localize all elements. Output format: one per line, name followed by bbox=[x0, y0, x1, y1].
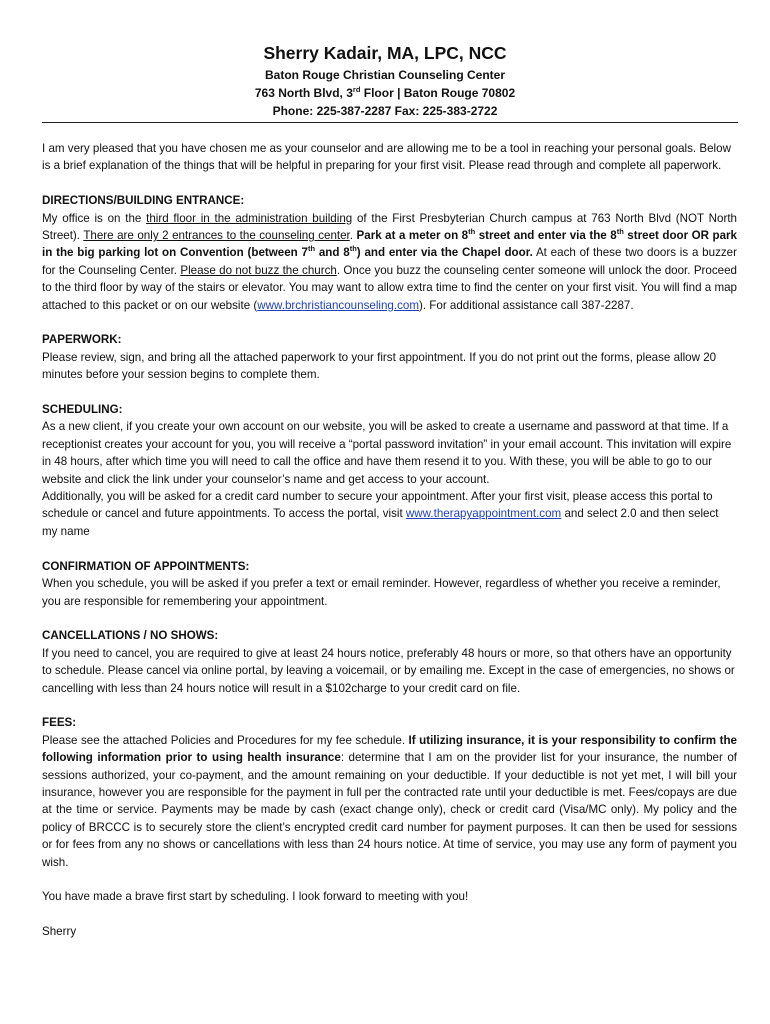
letter-body bbox=[42, 140, 737, 958]
header-divider bbox=[42, 122, 738, 123]
confirmation-section bbox=[42, 558, 737, 610]
directions-heading: DIRECTIONS/BUILDING ENTRANCE: bbox=[42, 194, 245, 208]
center-name: Baton Rouge Christian Counseling Center bbox=[264, 68, 505, 82]
signature: Sherry bbox=[42, 925, 77, 939]
scheduling-heading: SCHEDULING: bbox=[42, 403, 123, 417]
cancellations-text: If you need to cancel, you are required to give at least 24 hours notice, preferably 48 hours or more, so that others have an opportunity to schedule. Please cancel via online portal, by leaving a voicemail, or by emailing me. Except in the case of emergencies, no shows or cancelling with less than 24 hours notice will result in a $102charge to your credit card on file. bbox=[42, 646, 735, 695]
closing-line: You have made a brave first start by scheduling. I look forward to meeting with you! bbox=[42, 890, 469, 904]
scheduling-paragraph-1: As a new client, if you create your own account on our website, you will be asked to create a username and password at that time. If a receptionist creates your account for you, you will receive a “portal password invitation” in your email account. This invitation will expire in 48 hours, after which time you will need to call the office and have them resend it to you. With these, you will be able to go to our website and click the link under your counselor’s name and get access to your account. bbox=[42, 420, 732, 486]
fees-section: FEES: Please see the attached Policies and Procedures for my fee schedule. If utilizing insurance, it is your responsibility to confirm the following information prior to using health insurance: determine that I am on the provider list for your insurance, the number of sessions authorized, your co-payment, and the amount remaining on your deductible. If your deductible is not yet met, I will bill your insurance, however you are responsible for the payment in full per the contracted rate until your deductible is met. Fees/copays are due at the time or service. Payments may be made by cash (exact change only), check or credit card (Visa/MC only). My policy and the policy of BRCCC is to securely store the client’s encrypted credit card number for payment purposes. It can then be used for sessions or for fees from any no shows or cancellations with less than 24 hours notice. At time of service, you may use any form of payment you wish. bbox=[42, 716, 737, 869]
scheduling-section bbox=[42, 401, 737, 540]
center-address: 763 North Blvd, 3rd Floor | Baton Rouge 70802 bbox=[254, 85, 516, 100]
letterhead bbox=[0, 40, 770, 120]
counselor-name: Sherry Kadair, MA, LPC, NCC bbox=[263, 43, 507, 63]
directions-section: DIRECTIONS/BUILDING ENTRANCE: My office is on the third floor in the administration building of the First Presbyterian Church campus at 763 North Blvd (NOT North Street). There are only 2 entrances to the counseling center. Park at a meter on 8th street and enter via the 8th street door OR park in the big parking lot on Convention (between 7th and 8th) and enter via the Chapel door. At each of these two doors is a buzzer for the Counseling Center. Please do not buzz the church. Once you buzz the counseling center someone will unlock the door. Proceed to the third floor by way of the stairs or elevator. You may want to allow extra time to find the center on your first visit. You will find a map attached to this packet or on our website (www.brchristiancounseling.com). For additional assistance call 387-2287. bbox=[42, 194, 738, 312]
confirmation-heading: CONFIRMATION OF APPOINTMENTS: bbox=[42, 559, 250, 573]
confirmation-text: When you schedule, you will be asked if you prefer a text or email reminder. However, regardless of whether you receive a reminder, you are responsible for remembering your appointment. bbox=[42, 577, 721, 608]
phone-fax: Phone: 225-387-2287 Fax: 225-383-2722 bbox=[272, 104, 498, 118]
portal-link[interactable]: www.therapyappointment.com bbox=[405, 507, 562, 521]
paperwork-section bbox=[42, 331, 737, 383]
cancellations-section bbox=[42, 627, 737, 697]
intro-paragraph: I am very pleased that you have chosen me as your counselor and are allowing me to be a tool in reaching your personal goals. Below is a brief explanation of the things that will be helpful in preparing for your first visit. Please read through and complete all paperwork. bbox=[42, 142, 731, 173]
website-link[interactable]: www.brchristiancounseling.com bbox=[257, 298, 419, 312]
scheduling-paragraph-2: Additionally, you will be asked for a credit card number to secure your appointment. After your first visit, please access this portal to schedule or cancel and future appointments. To access the portal, visit www.therapyappointment.com and select 2.0 and then select my name bbox=[42, 490, 719, 538]
paperwork-text: Please review, sign, and bring all the attached paperwork to your first appointment. If you do not print out the forms, please allow 20 minutes before your session begins to complete them. bbox=[42, 350, 717, 382]
paperwork-heading: PAPERWORK: bbox=[42, 333, 122, 347]
cancellations-heading: CANCELLATIONS / NO SHOWS: bbox=[42, 629, 219, 643]
fees-heading: FEES: bbox=[42, 716, 77, 730]
